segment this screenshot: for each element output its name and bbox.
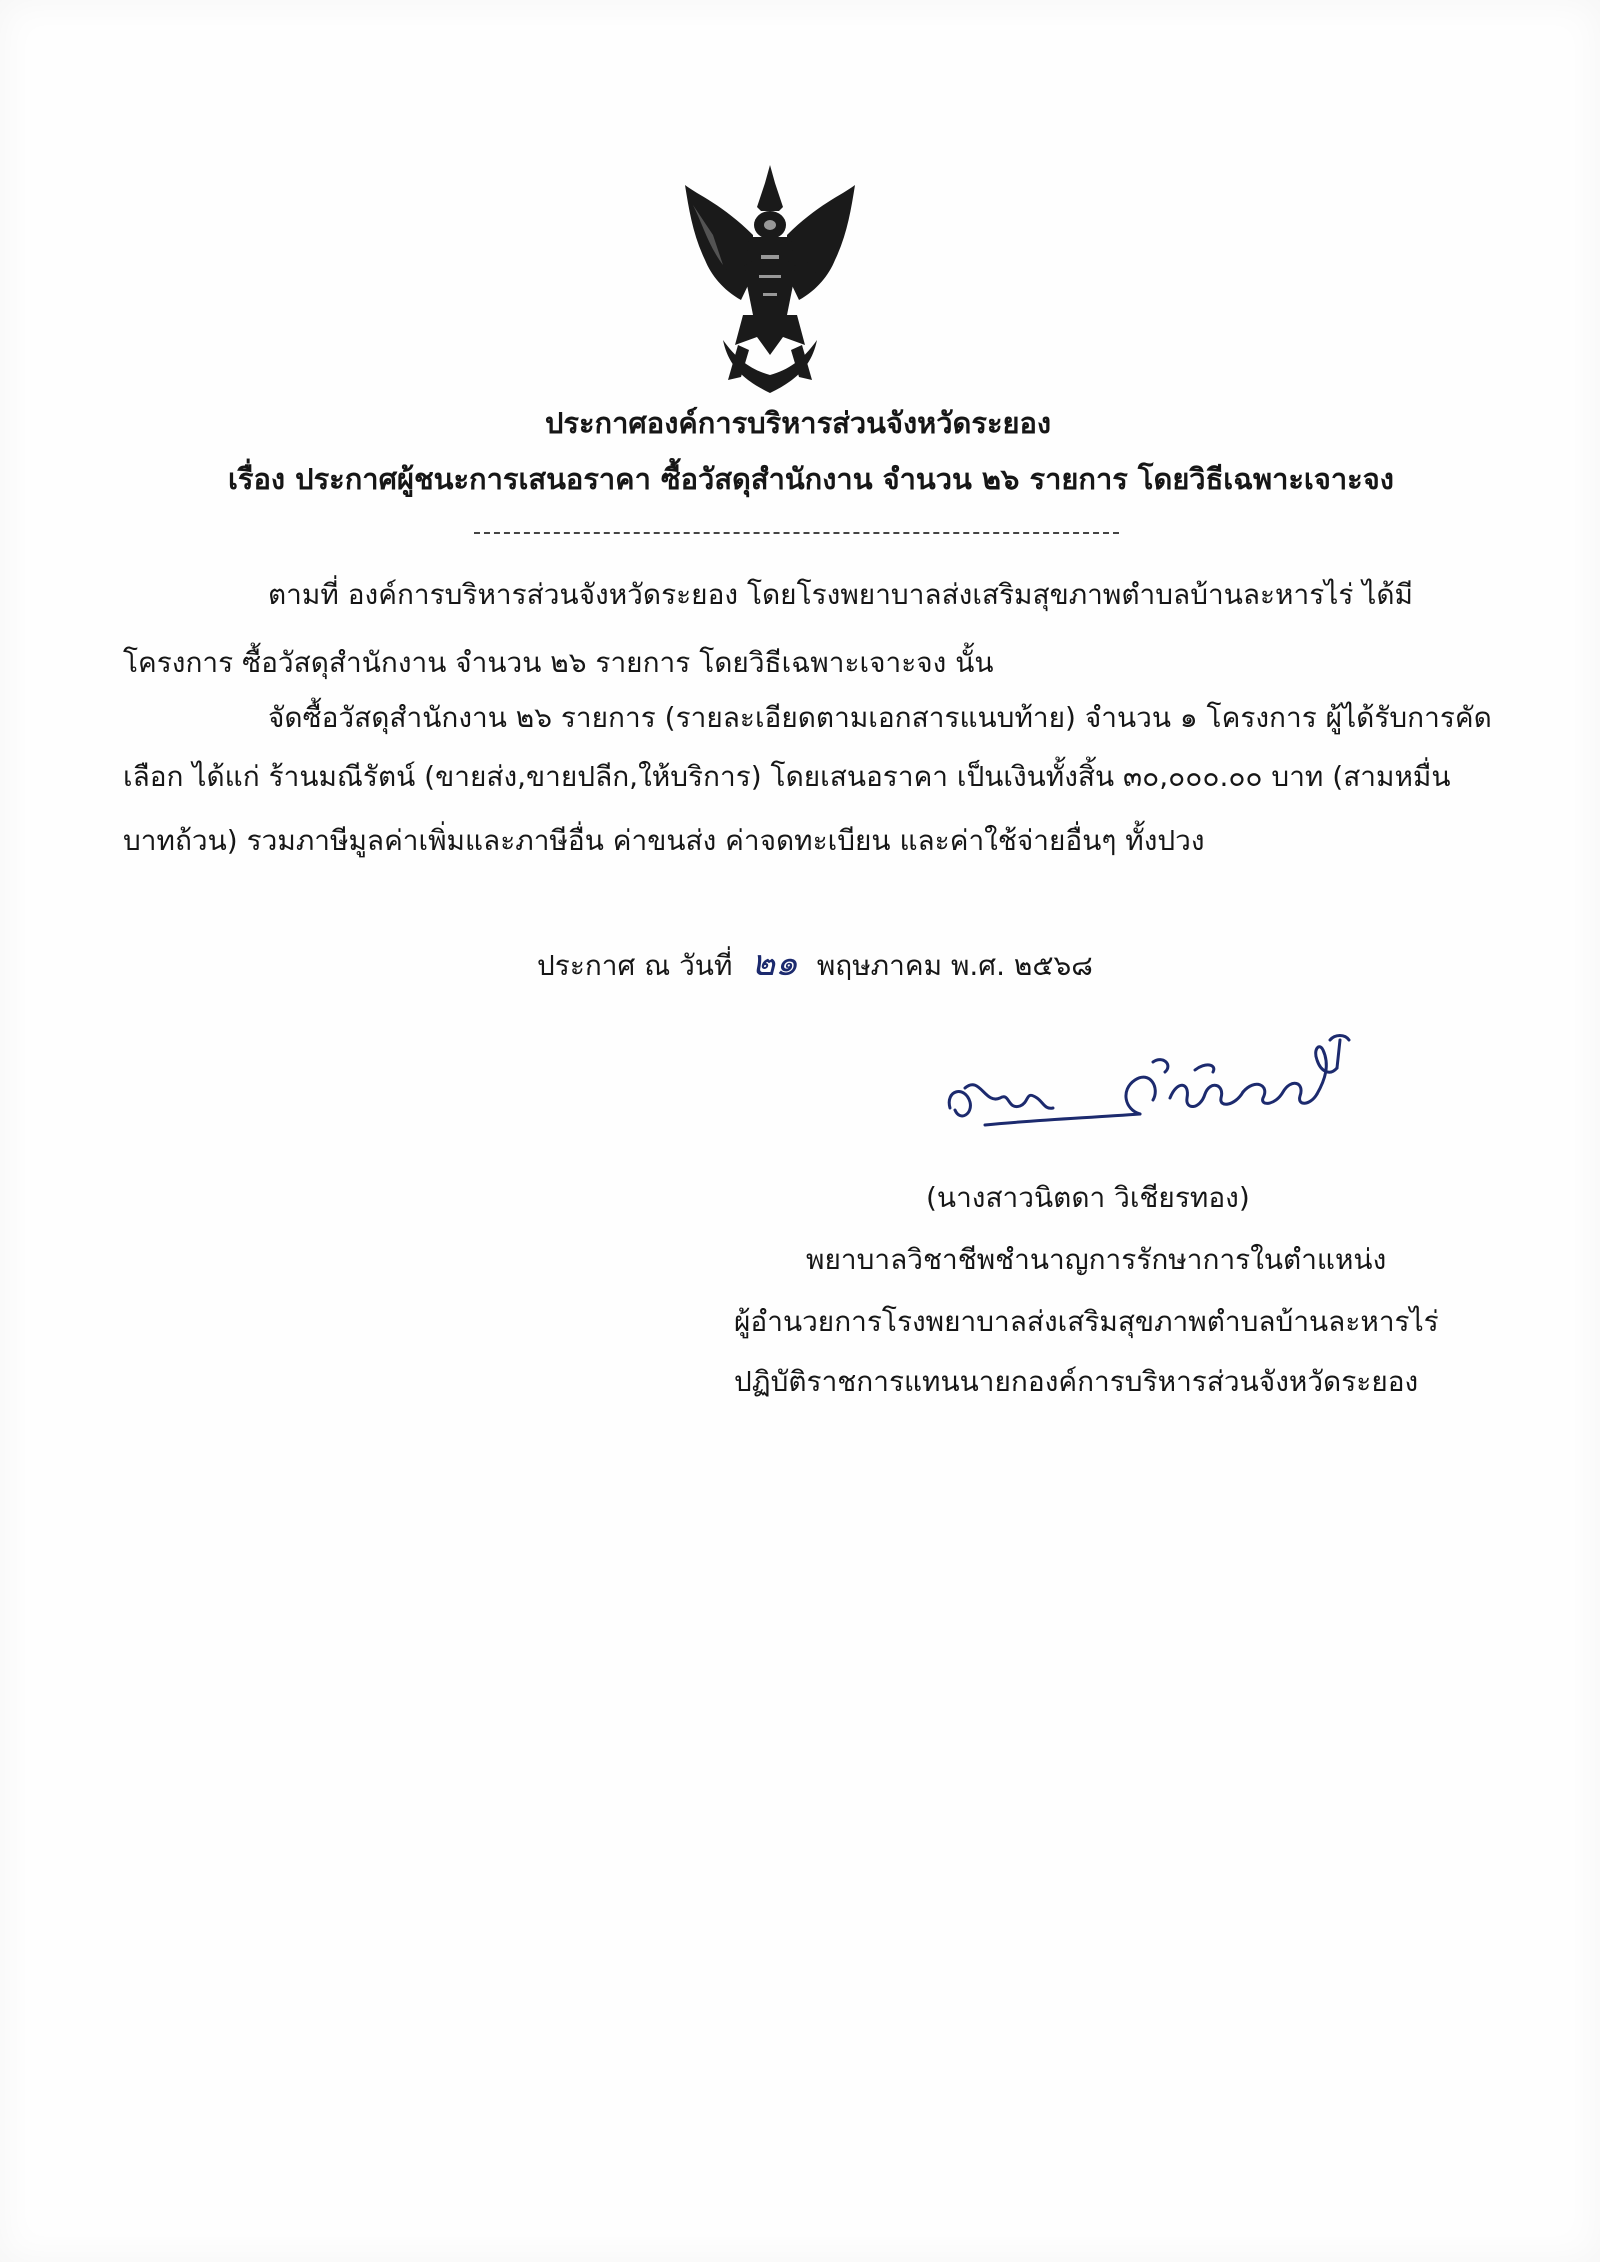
paragraph-2-line-1: จัดซื้อวัสดุสำนักงาน ๒๖ รายการ (รายละเอียดตามเอกสารแนบท้าย) จำนวน ๑ โครงการ ผู้ได้รับการคัด xyxy=(268,701,1492,734)
paragraph-2-line-3: บาทถ้วน) รวมภาษีมูลค่าเพิ่มและภาษีอื่น ค่าขนส่ง ค่าจดทะเบียน และค่าใช้จ่ายอื่นๆ ทั้งปวง xyxy=(123,824,1205,857)
signatory-position-line-1: พยาบาลวิชาชีพชำนาญการรักษาการในตำแหน่ง xyxy=(806,1243,1387,1276)
signatory-position-line-3: ปฏิบัติราชการแทนนายกองค์การบริหารส่วนจังหวัดระยอง xyxy=(734,1365,1419,1398)
garuda-emblem-icon xyxy=(683,165,857,395)
title-separator xyxy=(474,532,1119,534)
announcement-date xyxy=(537,944,1093,986)
signatory-position-line-2: ผู้อำนวยการโรงพยาบาลส่งเสริมสุขภาพตำบลบ้านละหารไร่ xyxy=(734,1305,1439,1338)
date-month-year: พฤษภาคม พ.ศ. ๒๕๖๘ xyxy=(816,949,1093,982)
date-day: ๒๑ xyxy=(751,943,798,984)
signatory-name: (นางสาวนิตดา วิเชียรทอง) xyxy=(926,1181,1250,1214)
handwritten-signature xyxy=(925,1010,1385,1150)
date-prefix: ประกาศ ณ วันที่ xyxy=(537,949,733,982)
paragraph-2-line-2: เลือก ได้แก่ ร้านมณีรัตน์ (ขายส่ง,ขายปลีก,ให้บริการ) โดยเสนอราคา เป็นเงินทั้งสิ้น ๓๐,๐๐๐.๐๐ บาท (สามหมื่น xyxy=(123,760,1451,793)
announcement-title: ประกาศองค์การบริหารส่วนจังหวัดระยอง xyxy=(545,406,1052,440)
announcement-subject: เรื่อง ประกาศผู้ชนะการเสนอราคา ซื้อวัสดุสำนักงาน จำนวน ๒๖ รายการ โดยวิธีเฉพาะเจาะจง xyxy=(228,462,1394,496)
paragraph-1-line-2: โครงการ ซื้อวัสดุสำนักงาน จำนวน ๒๖ รายการ โดยวิธีเฉพาะเจาะจง นั้น xyxy=(123,646,994,679)
paragraph-1-line-1: ตามที่ องค์การบริหารส่วนจังหวัดระยอง โดยโรงพยาบาลส่งเสริมสุขภาพตำบลบ้านละหารไร่ ได้มี xyxy=(268,578,1413,611)
